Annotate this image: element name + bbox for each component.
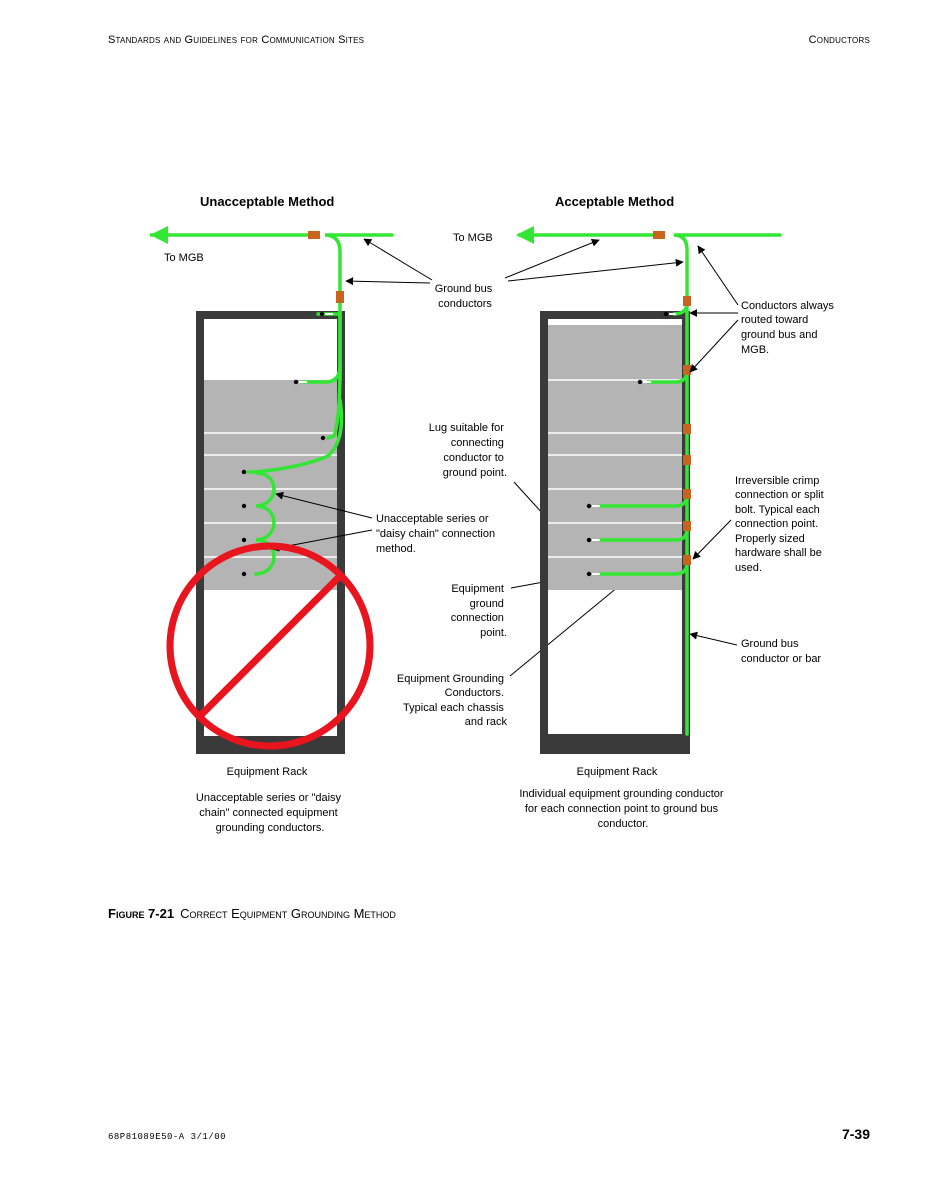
ground-bus-bar-label: Ground bus conductor or bar	[741, 638, 822, 665]
right-equipment-rack	[540, 311, 690, 754]
right-mgb-arrowhead	[516, 226, 534, 244]
right-rack-label: Equipment Rack	[576, 766, 658, 778]
unacceptable-title: Unacceptable Method	[200, 194, 335, 209]
figure-number: Figure 7-21	[108, 906, 175, 921]
figure-caption	[108, 906, 396, 921]
left-caption: Unacceptable series or "daisy chain" connected equipment grounding conductors.	[195, 792, 342, 834]
left-to-mgb-label: To MGB	[164, 252, 204, 264]
unacceptable-series-label: Unacceptable series or "daisy chain" connection method.	[376, 513, 496, 555]
figure-title: Correct Equipment Grounding Method	[180, 906, 396, 921]
document-number: 68P81089E50-A 3/1/00	[108, 1132, 227, 1142]
right-crimp-top	[653, 231, 665, 239]
left-crimp-vertical	[336, 291, 344, 303]
right-caption: Individual equipment grounding conductor for each connection point to ground bus conductor.	[519, 788, 724, 830]
running-header-title: Standards and Guidelines for Communication Sites	[108, 34, 365, 46]
left-rack-label: Equipment Rack	[226, 766, 308, 778]
routed-toward-mgb-label: Conductors always routed toward ground bus and MGB.	[741, 300, 834, 356]
right-equipment-stack	[548, 325, 682, 590]
crimp-connection-label: Irreversible crimp connection or split bolt. Typical each connection point. Properly sized hardware shall be used.	[735, 475, 824, 574]
ground-bus-conductors-label: Ground bus conductors	[434, 283, 493, 310]
left-crimp-top	[308, 231, 320, 239]
connection-point-label: Equipment ground connection point.	[450, 583, 507, 639]
lug-label: Lug suitable for connecting conductor to ground point.	[428, 422, 507, 479]
left-mgb-arrowhead	[150, 226, 168, 244]
center-to-mgb-label: To MGB	[453, 232, 493, 244]
running-header-section: Conductors	[808, 34, 870, 46]
equipment-grounding-conductors-label: Equipment Grounding Conductors. Typical each chassis and rack	[396, 673, 507, 728]
page-number: 7-39	[841, 1126, 870, 1142]
acceptable-title: Acceptable Method	[555, 194, 675, 209]
